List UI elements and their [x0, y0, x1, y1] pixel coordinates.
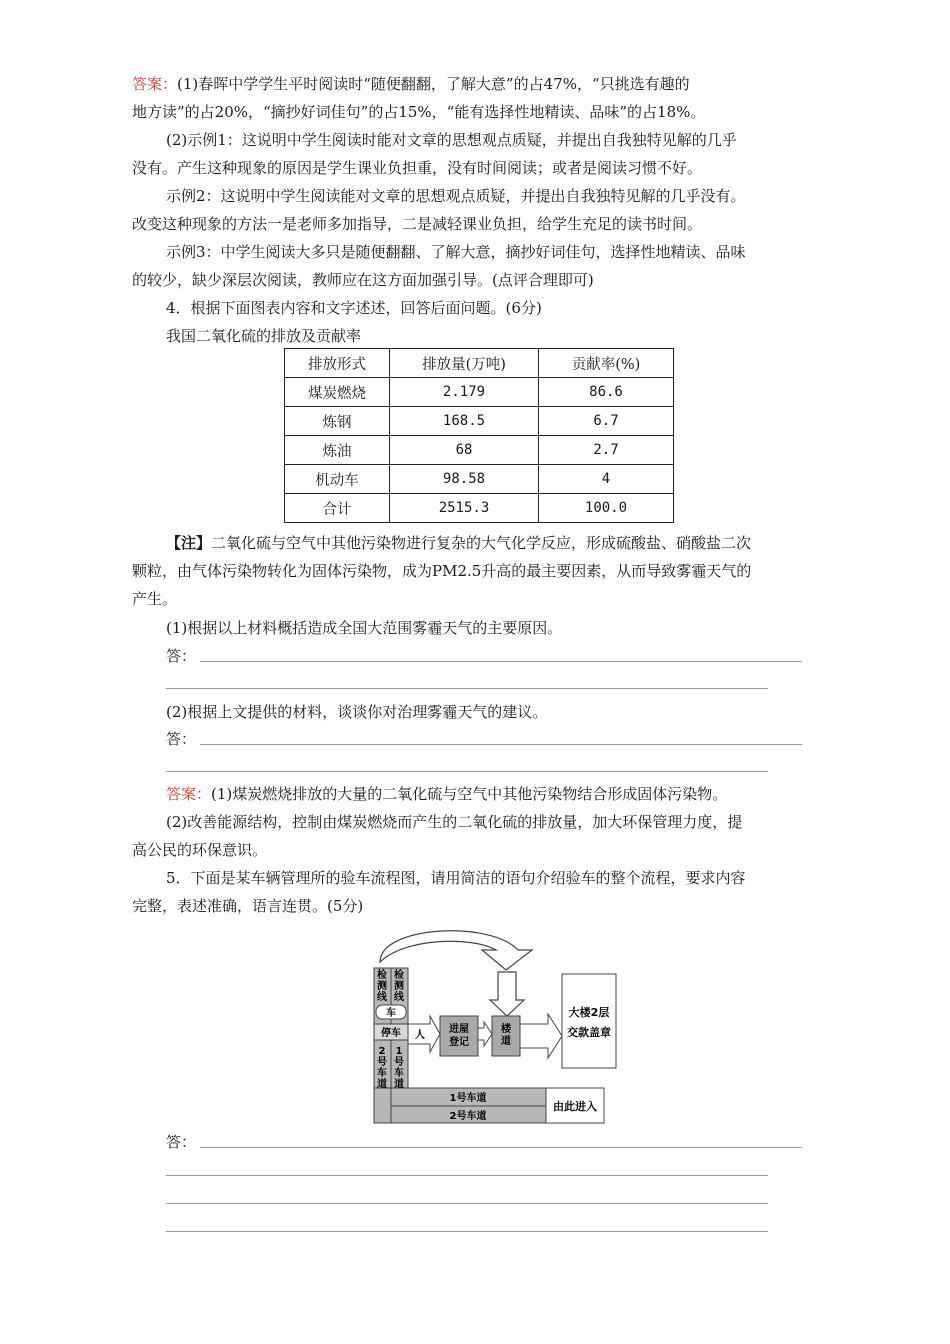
register-label: 进屋登记: [449, 1024, 469, 1048]
down-arrow-icon: [490, 972, 524, 1016]
table-cell: 2.7: [539, 436, 674, 465]
table-cell: 机动车: [285, 465, 390, 494]
answer-line[interactable]: [200, 661, 802, 662]
q4-answer-line2: (2)改善能源结构，控制由煤炭燃烧而产生的二氧化硫的排放量，加大环保管理力度，提: [166, 813, 743, 831]
to-building-arrow-icon: [520, 1014, 562, 1058]
building-box: [562, 974, 616, 1068]
q3-example2-b: 改变这种现象的方法一是老师多加指导，二是减轻课业负担，给学生充足的读书时间。: [132, 215, 703, 233]
table-row: [285, 407, 674, 436]
q3-example2-a: 示例2：这说明中学生阅读能对文章的思想观点质疑，并提出自我独特见解的几乎没有。: [166, 187, 746, 205]
table-header: 排放量(万吨): [390, 349, 539, 378]
table-cell: 98.58: [390, 465, 539, 494]
table-cell: 2515.3: [390, 494, 539, 523]
register-box: [440, 1016, 478, 1056]
road1-label: 1号车道: [449, 1093, 487, 1104]
road2-label: 2号车道: [449, 1111, 487, 1122]
building-line2: 交款盖章: [567, 1026, 611, 1039]
q3-example1-a: (2)示例1：这说明中学生阅读时能对文章的思想观点质疑，并提出自我独特见解的几乎: [166, 131, 737, 149]
road2-vertical-label: 2 号车道: [377, 1046, 387, 1090]
q4-sub1: (1)根据以上材料概括造成全国大范围雾霾天气的主要原因。: [166, 619, 563, 637]
q4-prompt: 4．根据下面图表内容和文字述述，回答后面问题。(6分): [166, 299, 542, 317]
table-header-row: [285, 349, 674, 378]
table-row: [285, 494, 674, 523]
answer-line[interactable]: [200, 744, 802, 745]
q4-note-line3: 产生。: [132, 590, 178, 608]
table-cell: 2.179: [390, 378, 539, 407]
q4-table-title: 我国二氧化硫的排放及贡献率: [166, 327, 362, 345]
lane-b-text: 检测线: [394, 970, 404, 1003]
building-line1: 大楼2层: [568, 1006, 610, 1019]
q3-answer-line2: 地方读”的占20%，“摘抄好词佳句”的占15%，“能有选择性地精读、品味”的占18%。: [132, 103, 706, 121]
table-cell: 86.6: [539, 378, 674, 407]
q5-prompt-line1: 5．下面是某车辆管理所的验车流程图，请用简洁的语句介绍验车的整个流程，要求内容: [166, 869, 746, 887]
answer-label: 答案：: [132, 75, 178, 93]
answer-line[interactable]: [200, 1147, 802, 1148]
table-cell: 6.7: [539, 407, 674, 436]
table-cell: 168.5: [390, 407, 539, 436]
answer-line[interactable]: [166, 688, 768, 689]
table-row: [285, 378, 674, 407]
q3-answer-line1: 答案：(1)春晖中学学生平时阅读时“随便翻翻，了解大意”的占47%，“只挑选有趣的: [132, 75, 690, 93]
answer-line[interactable]: [166, 1175, 768, 1176]
answer-prefix: 答：: [166, 647, 197, 665]
curved-arrow-icon: [380, 931, 532, 970]
table-row: [285, 436, 674, 465]
table-cell: 100.0: [539, 494, 674, 523]
table-cell: 煤炭燃烧: [285, 378, 390, 407]
q4-note-line1: 【注】二氧化硫与空气中其他污染物进行复杂的大气化学反应，形成硫酸盐、硝酸盐二次: [166, 534, 752, 552]
to-stairs-arrow-icon: [478, 1022, 492, 1046]
q3-example1-b: 没有。产生这种现象的原因是学生课业负担重，没有时间阅读；或者是阅读习惯不好。: [132, 159, 703, 177]
entrance-label: 由此进入: [553, 1100, 597, 1113]
car-label: 车: [386, 1008, 396, 1019]
answer-prefix: 答：: [166, 730, 197, 748]
answer-prefix: 答：: [166, 1133, 197, 1151]
q4-sub2: (2)根据上文提供的材料，谈谈你对治理雾霾天气的建议。: [166, 703, 548, 721]
road1-vertical-label: 1 号车道: [394, 1046, 404, 1090]
answer-label: 答案：: [166, 785, 212, 803]
q3-example3-a: 示例3：中学生阅读大多只是随便翻翻、了解大意，摘抄好词佳句，选择性地精读、品味: [166, 243, 746, 261]
answer-line[interactable]: [166, 1231, 768, 1232]
parking-label: 停车: [381, 1028, 401, 1039]
emission-table: [284, 348, 674, 523]
lane-a-text: 检测线: [377, 970, 387, 1003]
table-cell: 炼钢: [285, 407, 390, 436]
answer-line[interactable]: [166, 771, 768, 772]
table-row: [285, 465, 674, 494]
q4-note-line2: 颗粒，由气体污染物转化为固体污染物，成为PM2.5升高的最主要因素，从而导致雾霾天气的: [132, 562, 752, 580]
table-cell: 68: [390, 436, 539, 465]
stairs-label: 楼道: [501, 1024, 511, 1047]
note-tag: 【注】: [166, 534, 212, 552]
q4-answer-line1: 答案：(1)煤炭燃烧排放的大量的二氧化硫与空气中其他污染物结合形成固体污染物。: [166, 785, 728, 803]
q4-answer-line3: 高公民的环保意识。: [132, 841, 268, 859]
table-cell: 炼油: [285, 436, 390, 465]
q3-example3-b: 的较少，缺少深层次阅读，教师应在这方面加强引导。(点评合理即可): [132, 271, 594, 289]
inspection-flow-diagram: [360, 924, 630, 1129]
answer-line[interactable]: [166, 1203, 768, 1204]
person-label: 人: [415, 1030, 425, 1041]
table-cell: 4: [539, 465, 674, 494]
q5-prompt-line2: 完整，表述准确，语言连贯。(5分): [132, 897, 364, 915]
table-cell: 合计: [285, 494, 390, 523]
table-header: 排放形式: [285, 349, 390, 378]
table-header: 贡献率(%): [539, 349, 674, 378]
